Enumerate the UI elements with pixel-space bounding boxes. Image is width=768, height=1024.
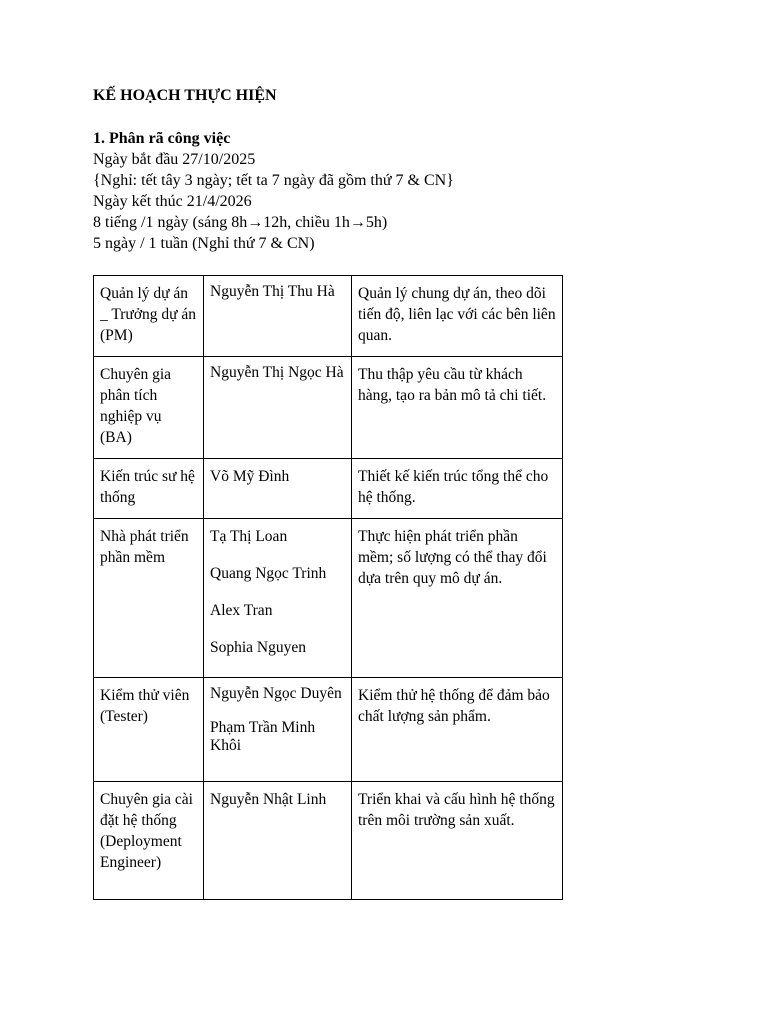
member-name: Sophia Nguyen	[210, 639, 307, 656]
description-cell	[352, 678, 563, 782]
role-cell: Chuyên gia cài đặt hệ thống (Deployment Engineer)	[94, 782, 204, 900]
member-name: Quang Ngọc Trinh	[210, 565, 327, 582]
document-body	[93, 86, 563, 254]
role-cell: Quản lý dự án _ Trưởng dự án (PM)	[94, 276, 204, 357]
role-description: Kiểm thử hệ thống để đảm bảo chất lượng sản phẩm.	[358, 687, 550, 725]
role-description: Quản lý chung dự án, theo dõi tiến độ, liên lạc với các bên liên quan.	[358, 285, 556, 344]
document-title: KẾ HOẠCH THỰC HIỆN	[93, 87, 277, 104]
roles-table	[93, 275, 563, 900]
description-cell	[352, 276, 563, 357]
role-description: Triển khai và cấu hình hệ thống trên môi trường sản xuất.	[358, 791, 555, 829]
table-row	[94, 357, 563, 459]
members-cell	[204, 782, 352, 900]
members-cell	[204, 459, 352, 519]
members-cell	[204, 678, 352, 782]
role-cell: Kiểm thử viên (Tester)	[94, 678, 204, 782]
member-name: Nguyễn Thị Thu Hà	[210, 283, 335, 300]
holiday-note-line: {Nghỉ: tết tây 3 ngày; tết ta 7 ngày đã gồm thứ 7 & CN}	[93, 172, 454, 189]
member-name: Nguyễn Thị Ngọc Hà	[210, 364, 344, 381]
table-row	[94, 459, 563, 519]
daily-hours-line: 8 tiếng /1 ngày (sáng 8h→12h, chiều 1h→5h)	[93, 214, 388, 231]
member-name: Tạ Thị Loan	[210, 528, 288, 545]
role-cell: Chuyên gia phân tích nghiệp vụ (BA)	[94, 357, 204, 459]
start-date-line: Ngày bắt đầu 27/10/2025	[93, 151, 256, 168]
description-cell	[352, 519, 563, 678]
role-cell: Nhà phát triển phần mềm	[94, 519, 204, 678]
member-name: Nguyễn Ngọc Duyên	[210, 685, 342, 702]
description-cell	[352, 782, 563, 900]
end-date-line: Ngày kết thúc 21/4/2026	[93, 193, 252, 210]
weekly-days-line: 5 ngày / 1 tuần (Nghỉ thứ 7 & CN)	[93, 235, 315, 252]
table-row	[94, 276, 563, 357]
member-name: Nguyễn Nhật Linh	[210, 791, 327, 808]
table-row	[94, 519, 563, 678]
table-row	[94, 782, 563, 900]
members-cell	[204, 357, 352, 459]
description-cell	[352, 357, 563, 459]
table-row	[94, 678, 563, 782]
role-cell: Kiến trúc sư hệ thống	[94, 459, 204, 519]
role-description: Thiết kế kiến trúc tổng thể cho hệ thống.	[358, 468, 549, 506]
member-name: Alex Tran	[210, 602, 273, 619]
members-cell	[204, 276, 352, 357]
member-name: Phạm Trần Minh Khôi	[210, 719, 316, 754]
members-cell	[204, 519, 352, 678]
role-description: Thu thập yêu cầu từ khách hàng, tạo ra bản mô tả chi tiết.	[358, 366, 547, 404]
member-name: Võ Mỹ Đình	[210, 468, 290, 485]
description-cell	[352, 459, 563, 519]
role-description: Thực hiện phát triển phần mềm; số lượng có thể thay đổi dựa trên quy mô dự án.	[358, 528, 547, 587]
section-heading: 1. Phân rã công việc	[93, 130, 231, 147]
